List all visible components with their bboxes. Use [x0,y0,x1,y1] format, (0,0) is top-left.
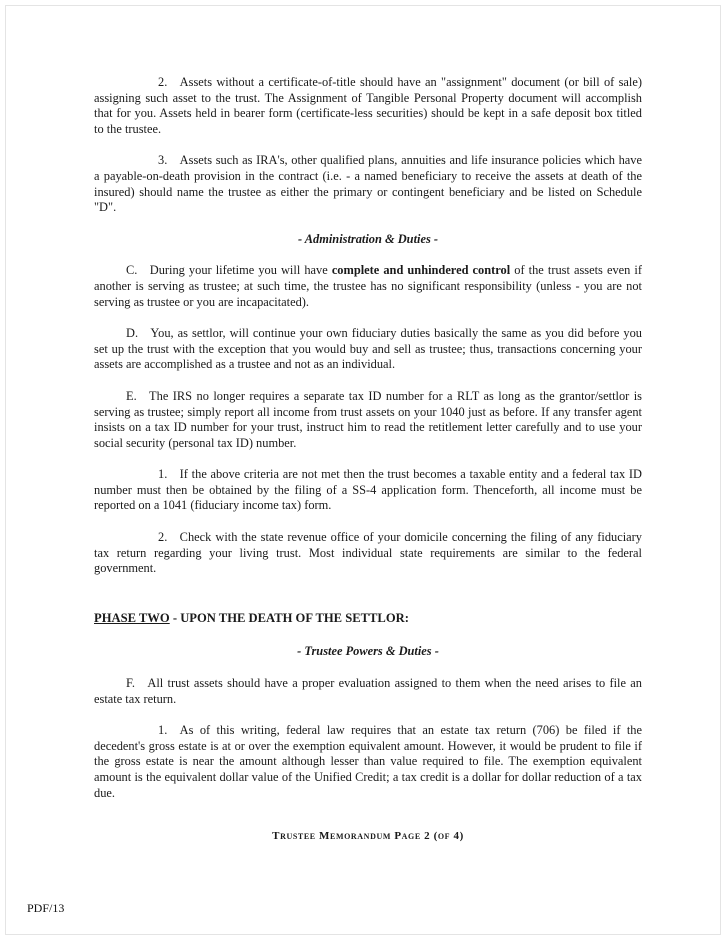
phase-heading-rest: - UPON THE DEATH OF THE SETTLOR: [169,610,409,625]
paragraph-c-bold: complete and unhindered control [331,263,511,278]
section-heading-trustee: - Trustee Powers & Duties - [297,644,439,659]
paragraph-d: D. You, as settlor, will continue your own fiduciary duties basically the same as you did before you set up the trust with the exception that you would buy and sell as trustee; thus, transactions concerning your assets are accomplished as a trustee and not as an individual. [94,326,642,372]
paragraph-e-2: 2. Check with the state revenue office of your domicile concerning the filing of any fiduciary tax return regarding your living trust. Most individual state requirements are similar to the federal government. [94,530,642,576]
paragraph-e: E. The IRS no longer requires a separate tax ID number for a RLT as long as the grantor/settlor is serving as trustee; simply report all income from trust assets on your 1040 just as before. If any transfer agent insists on a tax ID number for your trust, instruct him to read the retitlement letter carefully and to use your social security (personal tax ID) number. [94,388,642,450]
paragraph-f-1: 1. As of this writing, federal law requires that an estate tax return (706) be filed if the decedent's gross estate is at or over the exemption equivalent amount. However, it would be prudent to file if the gross estate is near the amount although lesser than value required to file. The exemption equivalent amount is the equivalent dollar value of the Unified Credit; a tax credit is a dollar for dollar reduction of a tax due. [94,723,642,800]
phase-heading [94,611,642,627]
paragraph-e-1: 1. If the above criteria are not met then the trust becomes a taxable entity and a federal tax ID number must then be obtained by the filing of a SS-4 application form. Thenceforth, all income must be reported on a 1041 (fiduciary income tax) form. [94,467,642,513]
paragraph-f: F. All trust assets should have a proper evaluation assigned to them when the need arises to file an estate tax return. [94,676,642,706]
footer-title: Trustee Memorandum Page 2 (of 4) [272,830,464,842]
document-body [94,75,642,817]
section-heading-administration: - Administration & Duties - [298,231,438,246]
paragraph-c-post: of the trust assets even if another is serving as trustee; at such time, the trustee has no significant responsibility (unless - you are not serving as trustee or you are incapacitated). [94,263,642,309]
paragraph-c [94,263,642,310]
pdf-page-label: PDF/13 [27,901,65,915]
paragraph-3: 3. Assets such as IRA's, other qualified plans, annuities and life insurance policies which have a payable-on-death provision in the contract (i.e. - a named beneficiary to receive the assets at death of the insured) should name the trustee as either the primary or contingent beneficiary and be listed on Schedule "D". [94,153,642,215]
paragraph-c-pre: C. During your lifetime you will have [126,263,332,278]
paragraph-2: 2. Assets without a certificate-of-title should have an "assignment" document (or bill of sale) assigning such asset to the trust. The Assignment of Tangible Personal Property document will accomplish that for you. Assets held in bearer form (certificate-less securities) should be kept in a safe deposit box titled to the trustee. [94,75,642,136]
phase-heading-underlined: PHASE TWO [94,610,170,625]
